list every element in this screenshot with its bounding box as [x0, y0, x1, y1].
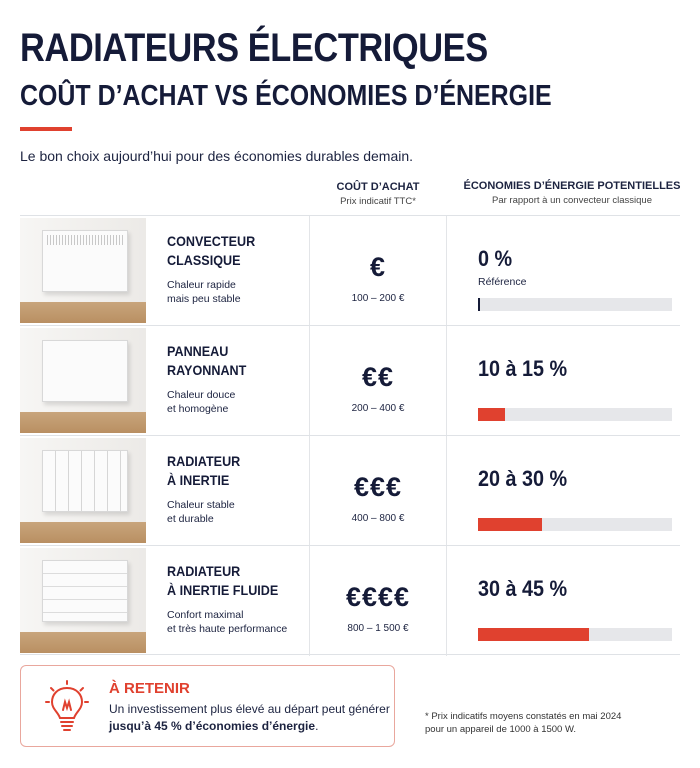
- row-savings: 30 à 45 %: [478, 576, 568, 601]
- page-title: RADIATEURS ÉLECTRIQUES: [20, 26, 488, 70]
- row-cost-symbols: €: [369, 252, 387, 282]
- row-description: Chaleur douce et homogène: [167, 389, 236, 415]
- savings-bar: [478, 518, 672, 531]
- table-row: [20, 545, 680, 655]
- column-header-savings-label: ÉCONOMIES D’ÉNERGIE POTENTIELLES: [463, 180, 681, 192]
- comparison-table: [20, 215, 680, 655]
- title-accent-line: [20, 127, 72, 131]
- row-description: Chaleur stable et durable: [167, 499, 235, 525]
- inertia-radiator-image: [20, 438, 146, 543]
- footnote-line-2: pour un appareil de 1000 à 1500 W.: [425, 724, 577, 735]
- table-row: [20, 215, 680, 325]
- savings-bar-zero-marker: [478, 298, 480, 311]
- savings-bar-fill: [478, 408, 505, 421]
- savings-bar: [478, 298, 672, 311]
- key-takeaway-box: [20, 665, 395, 747]
- row-description: Chaleur rapide mais peu stable: [167, 279, 241, 305]
- row-name: PANNEAU RAYONNANT: [167, 343, 247, 378]
- column-header-savings-sub: Par rapport à un convecteur classique: [491, 195, 652, 206]
- row-price: 100 – 200 €: [351, 293, 405, 304]
- column-header-cost-sub: Prix indicatif TTC*: [340, 196, 416, 207]
- column-header-cost: [318, 181, 438, 207]
- column-header-cost-label: COÛT D’ACHAT: [336, 181, 420, 193]
- savings-bar: [478, 408, 672, 421]
- row-name: RADIATEUR À INERTIE FLUIDE: [167, 563, 279, 598]
- row-cost-symbols: €€: [361, 362, 395, 392]
- row-cost-symbols: €€€€: [345, 582, 411, 612]
- savings-bar: [478, 628, 672, 641]
- row-savings: 10 à 15 %: [478, 356, 568, 381]
- row-cost-symbols: €€€: [353, 472, 403, 502]
- row-description: Confort maximal et très haute performance: [167, 609, 288, 635]
- fluid-inertia-radiator-image: [20, 548, 146, 653]
- key-takeaway-title: À RETENIR: [109, 680, 190, 697]
- row-name: RADIATEUR À INERTIE: [167, 453, 241, 488]
- column-header-savings: [452, 180, 692, 206]
- footnote-line-1: * Prix indicatifs moyens constatés en mai 2024: [425, 711, 622, 722]
- tagline: Le bon choix aujourd’hui pour des économies durables demain.: [20, 148, 414, 164]
- key-takeaway-highlight: jusqu’à 45 % d’économies d’énergie: [109, 719, 316, 733]
- row-savings: 0 %: [478, 246, 513, 271]
- row-savings: 20 à 30 %: [478, 466, 568, 491]
- convector-radiator-image: [20, 218, 146, 323]
- key-takeaway-text: Un investissement plus élevé au départ peut générer jusqu’à 45 % d’économies d’énergie.: [109, 702, 390, 733]
- savings-bar-fill: [478, 518, 542, 531]
- footnote: [425, 710, 621, 736]
- row-price: 400 – 800 €: [351, 513, 405, 524]
- row-price: 200 – 400 €: [351, 403, 405, 414]
- row-price: 800 – 1 500 €: [347, 623, 409, 634]
- radiant-panel-image: [20, 328, 146, 433]
- savings-bar-fill: [478, 628, 589, 641]
- row-name: CONVECTEUR CLASSIQUE: [167, 233, 256, 268]
- table-row: [20, 435, 680, 545]
- lightbulb-icon: [45, 680, 89, 734]
- page-subtitle: COÛT D’ACHAT VS ÉCONOMIES D’ÉNERGIE: [20, 80, 552, 112]
- row-reference-note: Référence: [478, 276, 527, 288]
- table-row: [20, 325, 680, 435]
